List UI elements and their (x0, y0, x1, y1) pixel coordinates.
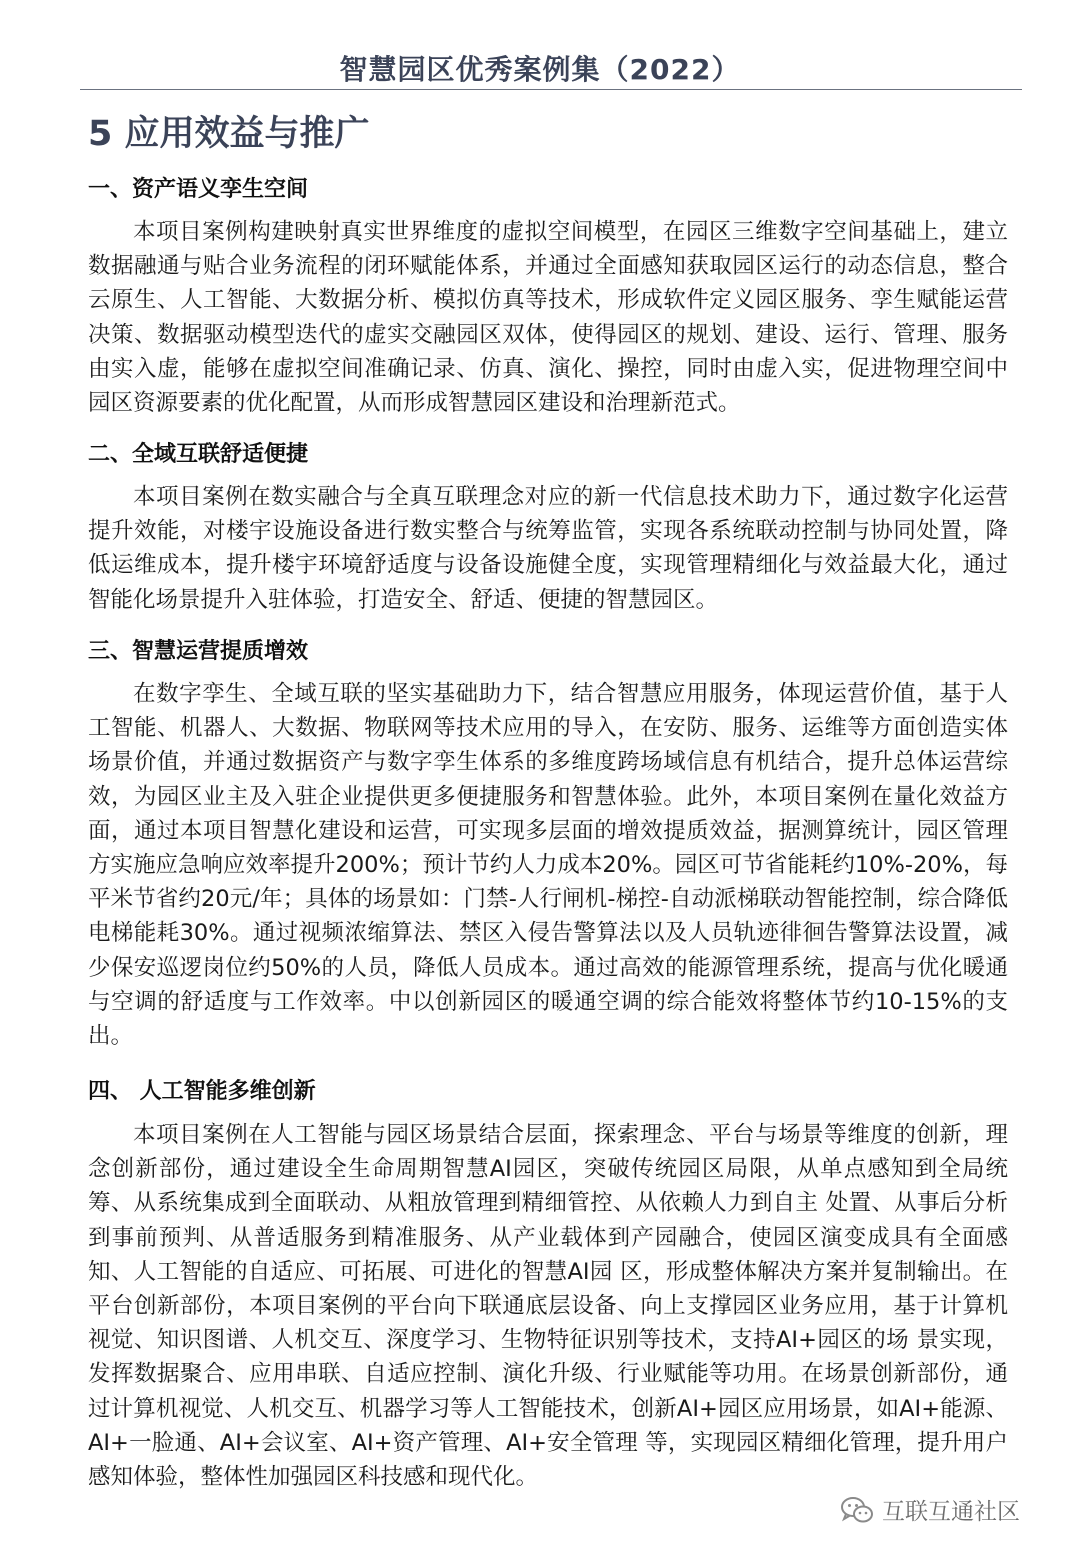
subsection-heading-1: 一、资产语义孪生空间 (88, 177, 309, 202)
watermark (840, 1493, 1020, 1526)
wechat-icon (840, 1495, 874, 1525)
watermark-text: 互联互通社区 (882, 1499, 1020, 1525)
header-divider (80, 89, 1022, 90)
section-title: 5 应用效益与推广 (88, 114, 370, 154)
subsection-paragraph-3: 在数字孪生、全域互联的坚实基础助力下，结合智慧应用服务，体现运营价值，基于人工智能、机器人、大数据、物联网等技术应用的导入，在安防、服务、运维等方面创造实体场景价值，并通过数据资产与数字孪生体系的多维度跨场域信息有机结合，提升总体运营综效，为园区业主及入驻企业提供更多便捷服务和智慧体验。此外，本项目案例在量化效益方面，通过本项目智慧化建设和运营，可实现多层面的增效提质效益，据测算统计，园区管理方实施应急响应效率提升200%；预计节约人力成本20%。园区可节省能耗约10%-20%，每平米节省约20元/年；具体的场景如：门禁-人行闸机-梯控-自动派梯联动智能控制，综合降低电梯能耗30%。通过视频浓缩算法、禁区入侵告警算法以及人员轨迹徘徊告警算法设置，减少保安巡逻岗位约50%的人员，降低人员成本。通过高效的能源管理系统，提高与优化暖通与空调的舒适度与工作效率。中以创新园区的暖通空调的综合能效将整体节约10-15%的支出。 (88, 681, 1008, 1050)
subsection-paragraph-2: 本项目案例在数实融合与全真互联理念对应的新一代信息技术助力下，通过数字化运营提升效能，对楼宇设施设备进行数实整合与统筹监管，实现各系统联动控制与协同处置，降低运维成本，提升楼宇环境舒适度与设备设施健全度，实现管理精细化与效益最大化，通过智能化场景提升入驻体验，打造安全、舒适、便捷的智慧园区。 (88, 484, 1008, 613)
subsection-paragraph-4: 本项目案例在人工智能与园区场景结合层面，探索理念、平台与场景等维度的创新，理念创新部份，通过建设全生命周期智慧AI园区，突破传统园区局限，从单点感知到全局统筹、从系统集成到全面联动、从粗放管理到精细管控、从依赖人力到自主 处置、从事后分析到事前预判、从普适服务到精准服务、从产业载体到产园融合，使园区演变成具有全面感知、人工智能的自适应、可拓展、可进化的智慧AI园 区，形成整体解决方案并复制输出。在平台创新部份，本项目案例的平台向下联通底层设备、向上支撑园区业务应用，基于计算机视觉、知识图谱、人机交互、深度学习、生物特征识别等技术，支持AI+园区的场 景实现，发挥数据聚合、应用串联、自适应控制、演化升级、行业赋能等功用。在场景创新部份，通过计算机视觉、人机交互、机器学习等人工智能技术，创新AI+园区应用场景，如AI+能源、AI+一脸通、AI+会议室、AI+资产管理、AI+安全管理 等，实现园区精细化管理，提升用户感知体验，整体性加强园区科技感和现代化。 (88, 1122, 1008, 1491)
subsection-heading-4: 四、 人工智能多维创新 (88, 1079, 316, 1104)
page-header-title: 智慧园区优秀案例集（2022） (339, 53, 741, 86)
subsection-heading-2: 二、全域互联舒适便捷 (88, 442, 309, 467)
subsection-heading-3: 三、智慧运营提质增效 (88, 639, 309, 664)
subsection-paragraph-1: 本项目案例构建映射真实世界维度的虚拟空间模型，在园区三维数字空间基础上，建立数据融通与贴合业务流程的闭环赋能体系，并通过全面感知获取园区运行的动态信息，整合云原生、人工智能、大数据分析、模拟仿真等技术，形成软件定义园区服务、孪生赋能运营决策、数据驱动模型迭代的虚实交融园区双体，使得园区的规划、建设、运行、管理、服务由实入虚，能够在虚拟空间准确记录、仿真、演化、操控，同时由虚入实，促进物理空间中园区资源要素的优化配置，从而形成智慧园区建设和治理新范式。 (88, 219, 1008, 417)
